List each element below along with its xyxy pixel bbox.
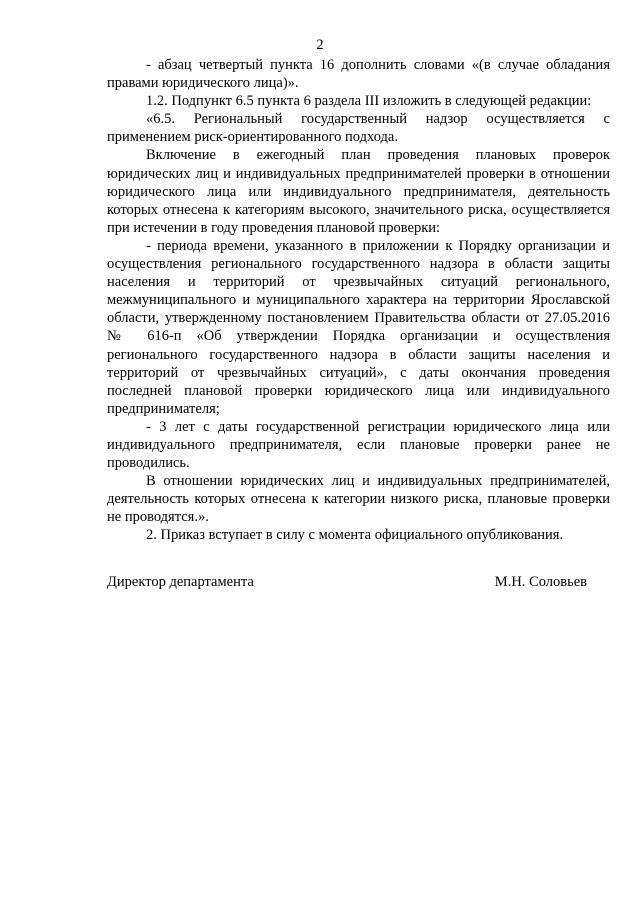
paragraph-item-1-2: 1.2. Подпункт 6.5 пункта 6 раздела III изложить в следующей редакции:	[146, 93, 592, 110]
signature-block	[107, 573, 587, 591]
page-number: 2	[316, 37, 324, 53]
signatory-position: Директор департамента	[107, 574, 254, 590]
paragraph-low-risk: В отношении юридических лиц и индивидуальных предпринимателей, деятельность которых отнесена к категории низкого риска, плановые проверки не проводятся.».	[107, 473, 610, 526]
paragraph-three-years: - 3 лет с даты государственной регистрации юридического лица или индивидуального предпринимателя, если плановые проверки ранее не проводились.	[107, 418, 610, 472]
paragraph-effective-date: 2. Приказ вступает в силу с момента официального опубликования.	[146, 527, 564, 544]
signatory-name: М.Н. Соловьев	[494, 574, 587, 590]
document-body	[107, 56, 610, 545]
paragraph-time-period: - периода времени, указанного в приложении к Порядку организации и осуществления регионального государственного надзора в области защиты населения и территорий от чрезвычайных ситуаций регионального, межмуниципального и муниципального характера на территории Ярославской области, утвержденному постановлением Правительства области от 27.05.2016 № 616-п «Об утверждении Порядка организации и осуществления регионального государственного надзора в области защиты населения и территорий от чрезвычайных ситуаций», с даты окончания проведения последней плановой проверки юридического лица или индивидуального предпринимателя;	[107, 237, 610, 417]
paragraph-6-5: «6.5. Региональный государственный надзор осуществляется с применением риск-ориентированного подхода.	[107, 111, 610, 146]
paragraph-amend-16: - абзац четвертый пункта 16 дополнить словами «(в случае обладания правами юридического лица)».	[107, 57, 610, 92]
paragraph-annual-plan: Включение в ежегодный план проведения плановых проверок юридических лиц и индивидуальных предпринимателей проверки в отношении юридического лица или индивидуального предпринимателя, деятельность которых отнесена к категориям высокого, значительного риска, осуществляется при истечении в году проведения плановой проверки:	[107, 147, 610, 236]
